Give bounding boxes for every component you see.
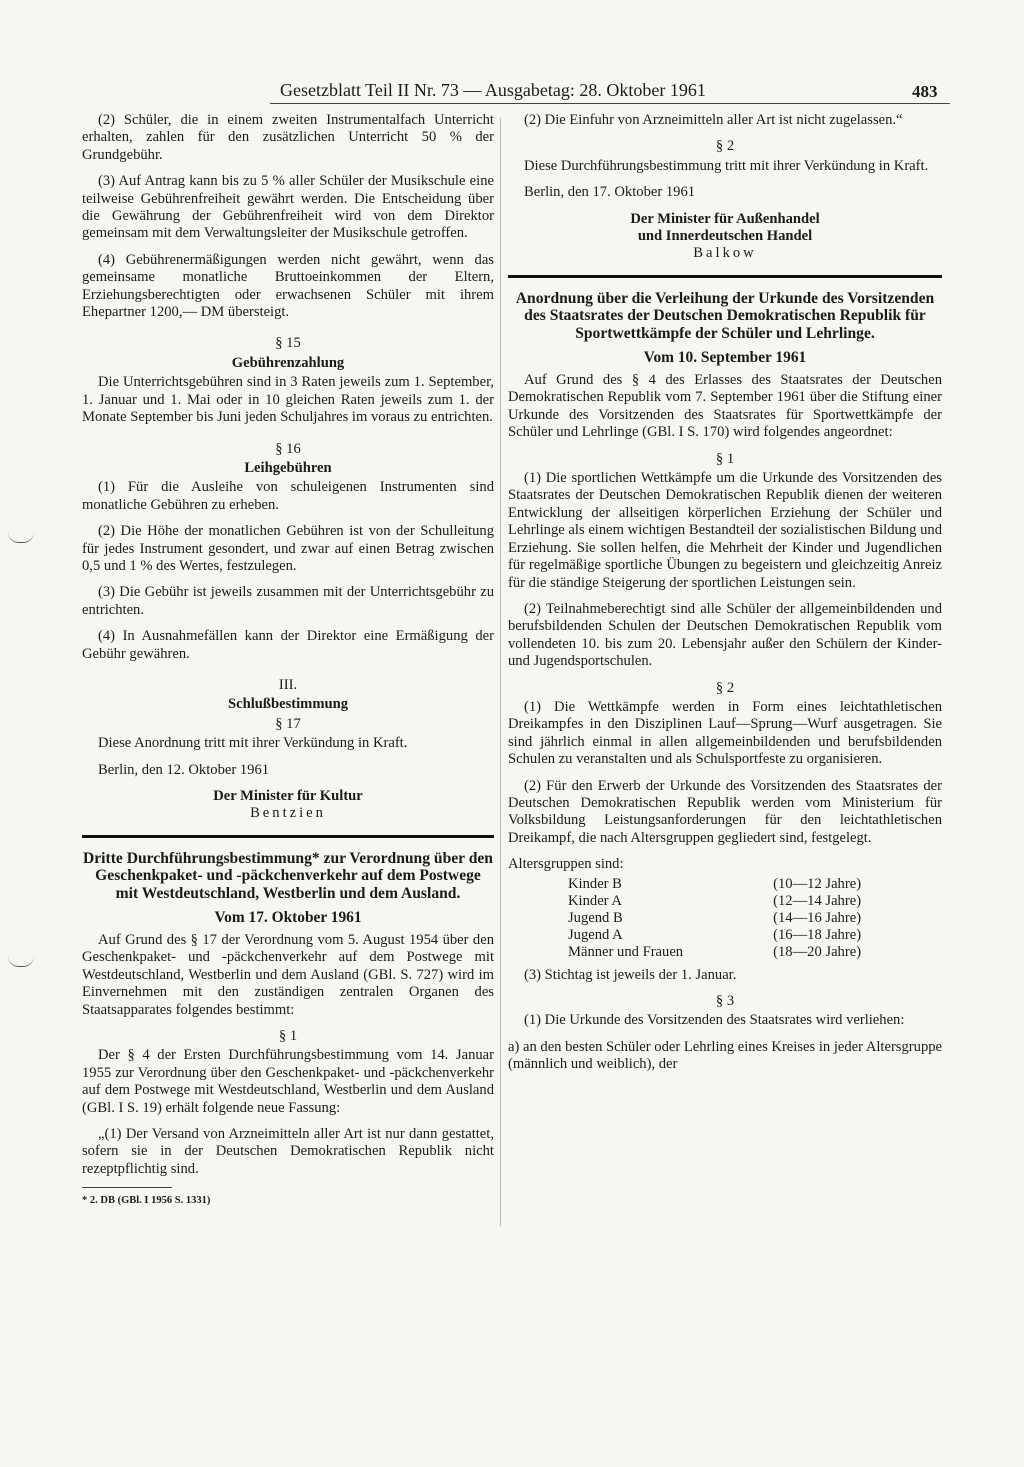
document-title: Anordnung über die Verleihung der Urkunde des Vorsitzenden des Staatsrates der Deutschen Demokratischen Republik für Sportwettkämpfe der Schüler und Lehrlinge. xyxy=(515,289,935,343)
document-title: Dritte Durchführungsbestimmung* zur Verordnung über den Geschenkpaket- und -päckchenverkehr auf dem Postwege mit Westdeutschland, Westberlin und dem Ausland. xyxy=(83,849,493,902)
list-item: a) an den besten Schüler oder Lehrling eines Kreises in jeder Altersgruppe (männlich und weiblich), der xyxy=(508,1038,943,1073)
section-rule xyxy=(82,835,494,838)
column-separator xyxy=(500,118,501,1226)
age-group-range: (16—18 Jahre) xyxy=(773,926,862,943)
margin-mark xyxy=(8,956,34,967)
paragraph: Auf Grund des § 4 des Erlasses des Staatsrates der Deutschen Demokratischen Republik vom 7. September 1961 über die Stiftung einer Urkunde des Vorsitzenden des Staatsrates für Sportwettkämpfe der Schüler und Lehrlinge (GBl. I S. 170) wird folgendes angeordnet: xyxy=(508,372,942,441)
paragraph: Auf Grund des § 17 der Verordnung vom 5. August 1954 über den Geschenkpaket- und -päckchenverkehr auf dem Postwege mit Westdeutschland, Westberlin und dem Ausland (GBl. S. 727) wird im Einvernehmen mit den zuständigen zentralen Organen des Staatsapparates folgendes bestimmt: xyxy=(82,932,494,1018)
place-date: Berlin, den 12. Oktober 1961 xyxy=(98,761,270,778)
age-group-row xyxy=(568,927,871,944)
age-groups-table xyxy=(568,876,871,961)
section-number: § 3 xyxy=(715,993,735,1009)
left-column xyxy=(82,112,494,1210)
section-number: § 2 xyxy=(715,679,735,696)
document-date: Vom 17. Oktober 1961 xyxy=(214,908,362,926)
section-title: Leihgebühren xyxy=(244,459,332,476)
paragraph: (1) Für die Ausleihe von schuleigenen Instrumenten sind monatliche Gebühren zu erheben. xyxy=(82,479,494,513)
age-group-row xyxy=(568,910,871,927)
signature: Balkow xyxy=(693,245,757,262)
paragraph: (2) Schüler, die in einem zweiten Instrumentalfach Unterricht erhalten, zahlen für den zusätzlichen Unterricht 50 % der Grundgebühr. xyxy=(82,112,494,163)
age-group-row xyxy=(568,944,871,961)
paragraph: (4) In Ausnahmefällen kann der Direktor eine Ermäßigung der Gebühr gewähren. xyxy=(82,628,494,662)
quoted-paragraph: „(1) Der Versand von Arzneimitteln aller Art ist nur dann gestattet, sofern sie in der Deutschen Demokratischen Republik nicht rezeptpflichtig sind. xyxy=(82,1126,494,1177)
paragraph: (2) Für den Erwerb der Urkunde des Vorsitzenden des Staatsrates der Deutschen Demokratischen Republik werden vom Ministerium für Volksbildung Leistungsanforderungen für den leichtathletischen Dreikampf, die nach Altersgruppen gegliedert sind, festgelegt. xyxy=(508,777,942,846)
section-number: § 1 xyxy=(278,1028,298,1045)
section-number: § 1 xyxy=(715,450,735,467)
header-title: Gesetzblatt Teil II Nr. 73 — Ausgabetag: 28. Oktober 1961 xyxy=(280,80,706,100)
paragraph: (4) Gebührenermäßigungen werden nicht gewährt, wenn das gemeinsame monatliche Bruttoeinkommen der Eltern, Erziehungsberechtigten oder erwachsenen Schüler mit ihrem Ehepartner 1200,— DM übersteigt. xyxy=(82,251,494,321)
age-group-name: Kinder B xyxy=(568,875,622,892)
section-title: Gebührenzahlung xyxy=(231,354,345,371)
age-group-name: Männer und Frauen xyxy=(568,943,684,960)
paragraph: Diese Durchführungsbestimmung tritt mit ihrer Verkündung in Kraft. xyxy=(524,157,929,174)
minister-title: Der Minister für Kultur xyxy=(213,788,363,804)
document-date: Vom 10. September 1961 xyxy=(643,348,807,366)
section-rule xyxy=(508,275,942,278)
page-number: 483 xyxy=(912,82,938,101)
paragraph: (2) Die Höhe der monatlichen Gebühren ist von der Schulleitung für jedes Instrument gesondert, und zwar auf einen Betrag zwischen 0,5 und 1 % des Wertes, festzulegen. xyxy=(82,523,494,574)
paragraph: (1) Die sportlichen Wettkämpfe um die Urkunde des Vorsitzenden des Staatsrates der Deutschen Demokratischen Republik dienen der weiteren Entwicklung der allseitigen körperlichen Erziehung der Schüler und Lehrlinge als einem wichtigen Bestandteil der sozialistischen Bildung und Erziehung. Sie sollen helfen, die Mehrheit der Kinder und Jugendlichen für regelmäßige sportliche Übungen zu begeistern und gleichzeitig Anreiz für die ständige Steigerung der sportlichen Leistungen sein. xyxy=(508,470,942,591)
signature: Bentzien xyxy=(250,805,326,822)
part-number: III. xyxy=(278,676,298,693)
paragraph: Die Unterrichtsgebühren sind in 3 Raten jeweils zum 1. September, 1. Januar und 1. Mai oder in 10 gleichen Raten jeweils zum 1. der Monate September bis Juni jeden Schuljahres im voraus zu entrichten. xyxy=(82,374,494,426)
minister-title: Der Minister für Außenhandel xyxy=(630,210,820,227)
margin-mark xyxy=(8,532,34,543)
paragraph: (3) Stichtag ist jeweils der 1. Januar. xyxy=(524,966,737,983)
right-column xyxy=(508,112,942,1083)
page-header xyxy=(270,80,950,106)
footnote-rule xyxy=(82,1187,172,1188)
footnote: * 2. DB (GBl. I 1956 S. 1331) xyxy=(82,1195,211,1207)
paragraph: (3) Die Gebühr ist jeweils zusammen mit der Unterrichtsgebühr zu entrichten. xyxy=(82,584,494,618)
paragraph: (1) Die Urkunde des Vorsitzenden des Staatsrates wird verliehen: xyxy=(524,1012,905,1029)
minister-title: und Innerdeutschen Handel xyxy=(637,228,813,245)
section-number: § 15 xyxy=(275,335,301,352)
section-number: § 16 xyxy=(275,440,301,457)
age-group-row xyxy=(568,893,871,910)
paragraph: (1) Die Wettkämpfe werden in Form eines leichtathletischen Dreikampfes in den Disziplinen Lauf—Sprung—Wurf ausgetragen. Sie sind jährlich einmal in allen allgemeinbildenden und berufsbildenden Schulen zu veranstalten und als Schulsportfeste zu organisieren. xyxy=(508,698,942,768)
age-group-range: (12—14 Jahre) xyxy=(773,892,862,909)
age-group-name: Kinder A xyxy=(568,892,622,909)
age-group-row xyxy=(568,876,871,893)
section-number: § 17 xyxy=(275,715,301,732)
age-group-range: (18—20 Jahre) xyxy=(773,943,862,960)
age-group-range: (14—16 Jahre) xyxy=(773,909,862,926)
paragraph: Diese Anordnung tritt mit ihrer Verkündung in Kraft. xyxy=(98,735,408,752)
paragraph: (2) Teilnahmeberechtigt sind alle Schüler der allgemeinbildenden und berufsbildenden Schulen der Deutschen Demokratischen Republik vom vollendeten 10. bis zum 20. Lebensjahr außer den Schülern der Kinder- und Jugendsportschulen. xyxy=(508,600,942,670)
header-rule xyxy=(270,103,950,104)
quoted-paragraph: (2) Die Einfuhr von Arzneimitteln aller Art ist nicht zugelassen.“ xyxy=(524,112,903,128)
age-group-name: Jugend B xyxy=(568,909,623,926)
age-groups-label: Altersgruppen sind: xyxy=(508,856,624,873)
paragraph: Der § 4 der Ersten Durchführungsbestimmung vom 14. Januar 1955 zur Verordnung über den Geschenkpaket- und -päckchenverkehr auf dem Postwege mit Westdeutschland, Westberlin und dem Ausland (GBl. I S. 19) erhält folgende neue Fassung: xyxy=(82,1047,494,1116)
part-title: Schlußbestimmung xyxy=(227,696,349,713)
place-date: Berlin, den 17. Oktober 1961 xyxy=(524,184,696,201)
age-group-range: (10—12 Jahre) xyxy=(773,875,862,892)
age-group-name: Jugend A xyxy=(568,926,623,943)
paragraph: (3) Auf Antrag kann bis zu 5 % aller Schüler der Musikschule eine teilweise Gebührenfreiheit gewährt werden. Die Entscheidung über die Gewährung der Gebührenfreiheit wird von dem Direktor gemeinsam mit dem Verwaltungsleiter der Musikschule getroffen. xyxy=(82,173,494,242)
section-number: § 2 xyxy=(715,138,735,155)
